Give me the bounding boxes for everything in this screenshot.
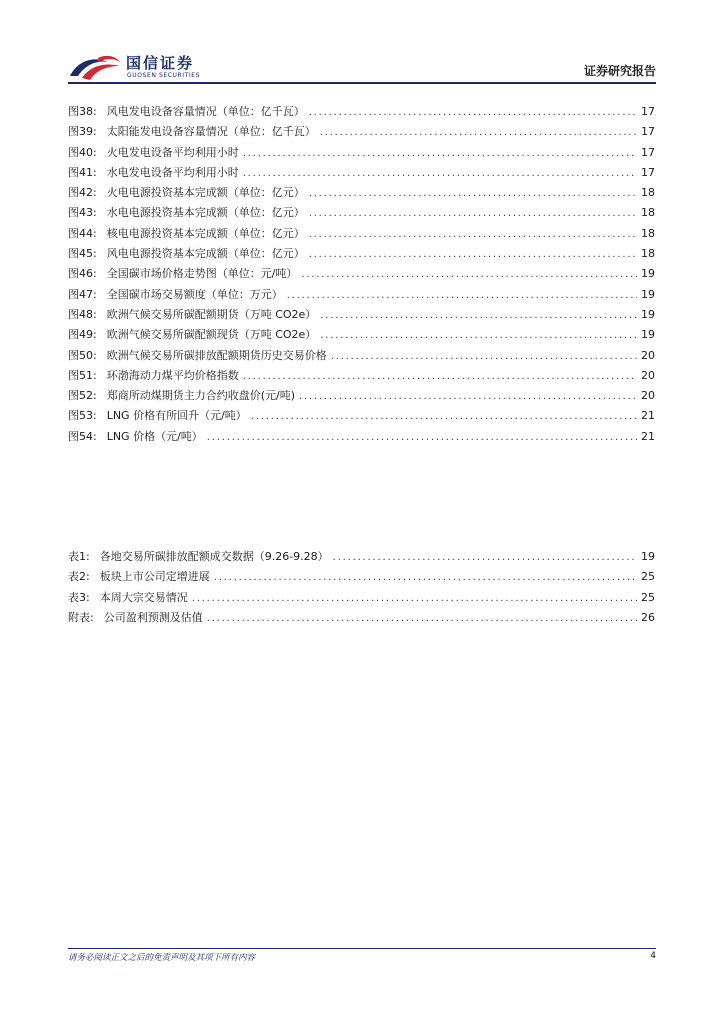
figure-title: 欧洲气候交易所碳配额现货（万吨 CO2e）	[106, 328, 317, 342]
dot-leader	[192, 589, 637, 609]
table-list	[68, 547, 655, 628]
dot-leader	[309, 204, 637, 224]
figure-page: 21	[641, 429, 655, 443]
table-page: 26	[641, 610, 655, 624]
figure-page: 20	[641, 348, 655, 362]
report-type-label: 证券研究报告	[583, 64, 656, 78]
figure-entry[interactable]	[68, 224, 655, 244]
figure-label: 图49:	[68, 328, 97, 342]
figure-list	[68, 102, 655, 447]
figure-page: 20	[641, 389, 655, 403]
table-entry[interactable]	[68, 567, 655, 587]
dot-leader	[309, 225, 637, 245]
figure-entry[interactable]	[68, 386, 655, 406]
figure-label: 图38:	[68, 105, 97, 118]
figure-title: LNG 价格有所回升（元/吨）	[106, 409, 247, 423]
figure-title: 欧洲气候交易所碳排放配额期货历史交易价格	[106, 348, 327, 362]
figure-entry[interactable]	[68, 102, 655, 122]
figure-label: 图44:	[68, 226, 97, 240]
figure-page: 17	[641, 125, 655, 139]
figure-title: 核电电源投资基本完成额（单位：亿元）	[106, 226, 305, 240]
figure-label: 图46:	[68, 267, 97, 281]
figure-label: 图42:	[68, 186, 97, 200]
figure-entry[interactable]	[68, 427, 655, 447]
figure-title: 全国碳市场交易额度（单位：万元）	[106, 287, 283, 301]
table-entry[interactable]	[68, 588, 655, 608]
logo-text-cn: 国信证券	[126, 54, 195, 72]
figure-page: 18	[641, 226, 655, 240]
table-entry[interactable]	[68, 608, 655, 628]
page-header	[68, 48, 656, 84]
figure-label: 图50:	[68, 348, 97, 362]
figure-label: 图47:	[68, 287, 97, 301]
dot-leader	[333, 548, 637, 568]
figure-entry[interactable]	[68, 305, 655, 325]
figure-label: 图54:	[68, 429, 97, 443]
figure-entry[interactable]	[68, 122, 655, 142]
table-title: 本周大宗交易情况	[99, 590, 188, 604]
figure-page: 19	[641, 307, 655, 321]
table-title: 公司盈利预测及估值	[103, 610, 203, 624]
figure-page: 18	[641, 186, 655, 200]
dot-leader	[320, 306, 637, 326]
figure-title: 环渤海动力煤平均价格指数	[106, 368, 239, 382]
figure-entry[interactable]	[68, 406, 655, 426]
figure-title: 太阳能发电设备容量情况（单位：亿千瓦）	[106, 125, 316, 139]
dot-leader	[214, 568, 637, 588]
table-title: 板块上市公司定增进展	[99, 570, 210, 584]
footer-disclaimer: 请务必阅读正文之后的免责声明及其项下所有内容	[68, 953, 256, 963]
dot-leader	[243, 144, 637, 164]
figure-entry[interactable]	[68, 285, 655, 305]
figure-label: 图48:	[68, 307, 97, 321]
dot-leader	[299, 387, 637, 407]
table-entry[interactable]	[68, 547, 655, 567]
dot-leader	[331, 347, 637, 367]
footer-divider	[68, 948, 656, 949]
figure-page: 21	[641, 409, 655, 423]
figure-label: 图51:	[68, 368, 97, 382]
figure-label: 图39:	[68, 125, 97, 139]
figure-page: 19	[641, 267, 655, 281]
figure-page: 19	[641, 287, 655, 301]
figure-title: 郑商所动煤期货主力合约收盘价(元/吨)	[106, 389, 295, 403]
figure-title: 风电电源投资基本完成额（单位：亿元）	[106, 247, 305, 261]
logo-text-en: GUOSEN SECURITIES	[127, 72, 201, 79]
table-label: 表3:	[68, 590, 90, 604]
figure-entry[interactable]	[68, 183, 655, 203]
dot-leader	[301, 265, 637, 285]
table-label: 附表:	[68, 610, 94, 624]
figure-entry[interactable]	[68, 264, 655, 284]
table-title: 各地交易所碳排放配额成交数据（9.26-9.28）	[99, 550, 329, 563]
table-page: 25	[641, 590, 655, 604]
figure-label: 图40:	[68, 145, 97, 159]
table-page: 25	[641, 570, 655, 584]
figure-title: 水电发电设备平均利用小时	[106, 165, 239, 179]
figure-label: 图53:	[68, 409, 97, 423]
figure-entry[interactable]	[68, 143, 655, 163]
dot-leader	[309, 184, 637, 204]
figure-label: 图43:	[68, 206, 97, 220]
dot-leader	[243, 367, 637, 387]
dot-leader	[320, 123, 637, 143]
dot-leader	[207, 609, 637, 629]
figure-title: 欧洲气候交易所碳配额期货（万吨 CO2e）	[106, 307, 317, 321]
figure-entry[interactable]	[68, 163, 655, 183]
dot-leader	[243, 164, 637, 184]
figure-entry[interactable]	[68, 366, 655, 386]
figure-page: 20	[641, 368, 655, 382]
figure-entry[interactable]	[68, 325, 655, 345]
figure-page: 18	[641, 206, 655, 220]
figure-title: 全国碳市场价格走势图（单位：元/吨）	[106, 267, 298, 281]
dot-leader	[320, 326, 637, 346]
page-number: 4	[650, 951, 656, 961]
figure-page: 18	[641, 247, 655, 261]
header-divider	[68, 82, 656, 84]
dot-leader	[287, 286, 637, 306]
table-page: 19	[641, 550, 655, 563]
figure-title: 火电发电设备平均利用小时	[106, 145, 239, 159]
figure-entry[interactable]	[68, 244, 655, 264]
figure-label: 图45:	[68, 247, 97, 261]
figure-title: LNG 价格（元/吨）	[106, 429, 203, 443]
table-label: 表1:	[68, 550, 90, 563]
figure-page: 19	[641, 328, 655, 342]
table-label: 表2:	[68, 570, 90, 584]
figure-title: 水电电源投资基本完成额（单位：亿元）	[106, 206, 305, 220]
figure-title: 火电电源投资基本完成额（单位：亿元）	[106, 186, 305, 200]
dot-leader	[207, 428, 637, 448]
figure-label: 图52:	[68, 389, 97, 403]
figure-entry[interactable]	[68, 203, 655, 223]
dot-leader	[251, 407, 637, 427]
figure-entry[interactable]	[68, 346, 655, 366]
figure-label: 图41:	[68, 165, 97, 179]
figure-title: 风电发电设备容量情况（单位：亿千瓦）	[106, 105, 305, 118]
figure-page: 17	[641, 165, 655, 179]
guosen-logo-icon	[68, 54, 122, 82]
dot-leader	[309, 103, 637, 123]
dot-leader	[309, 245, 637, 265]
figure-page: 17	[641, 105, 655, 118]
figure-page: 17	[641, 145, 655, 159]
